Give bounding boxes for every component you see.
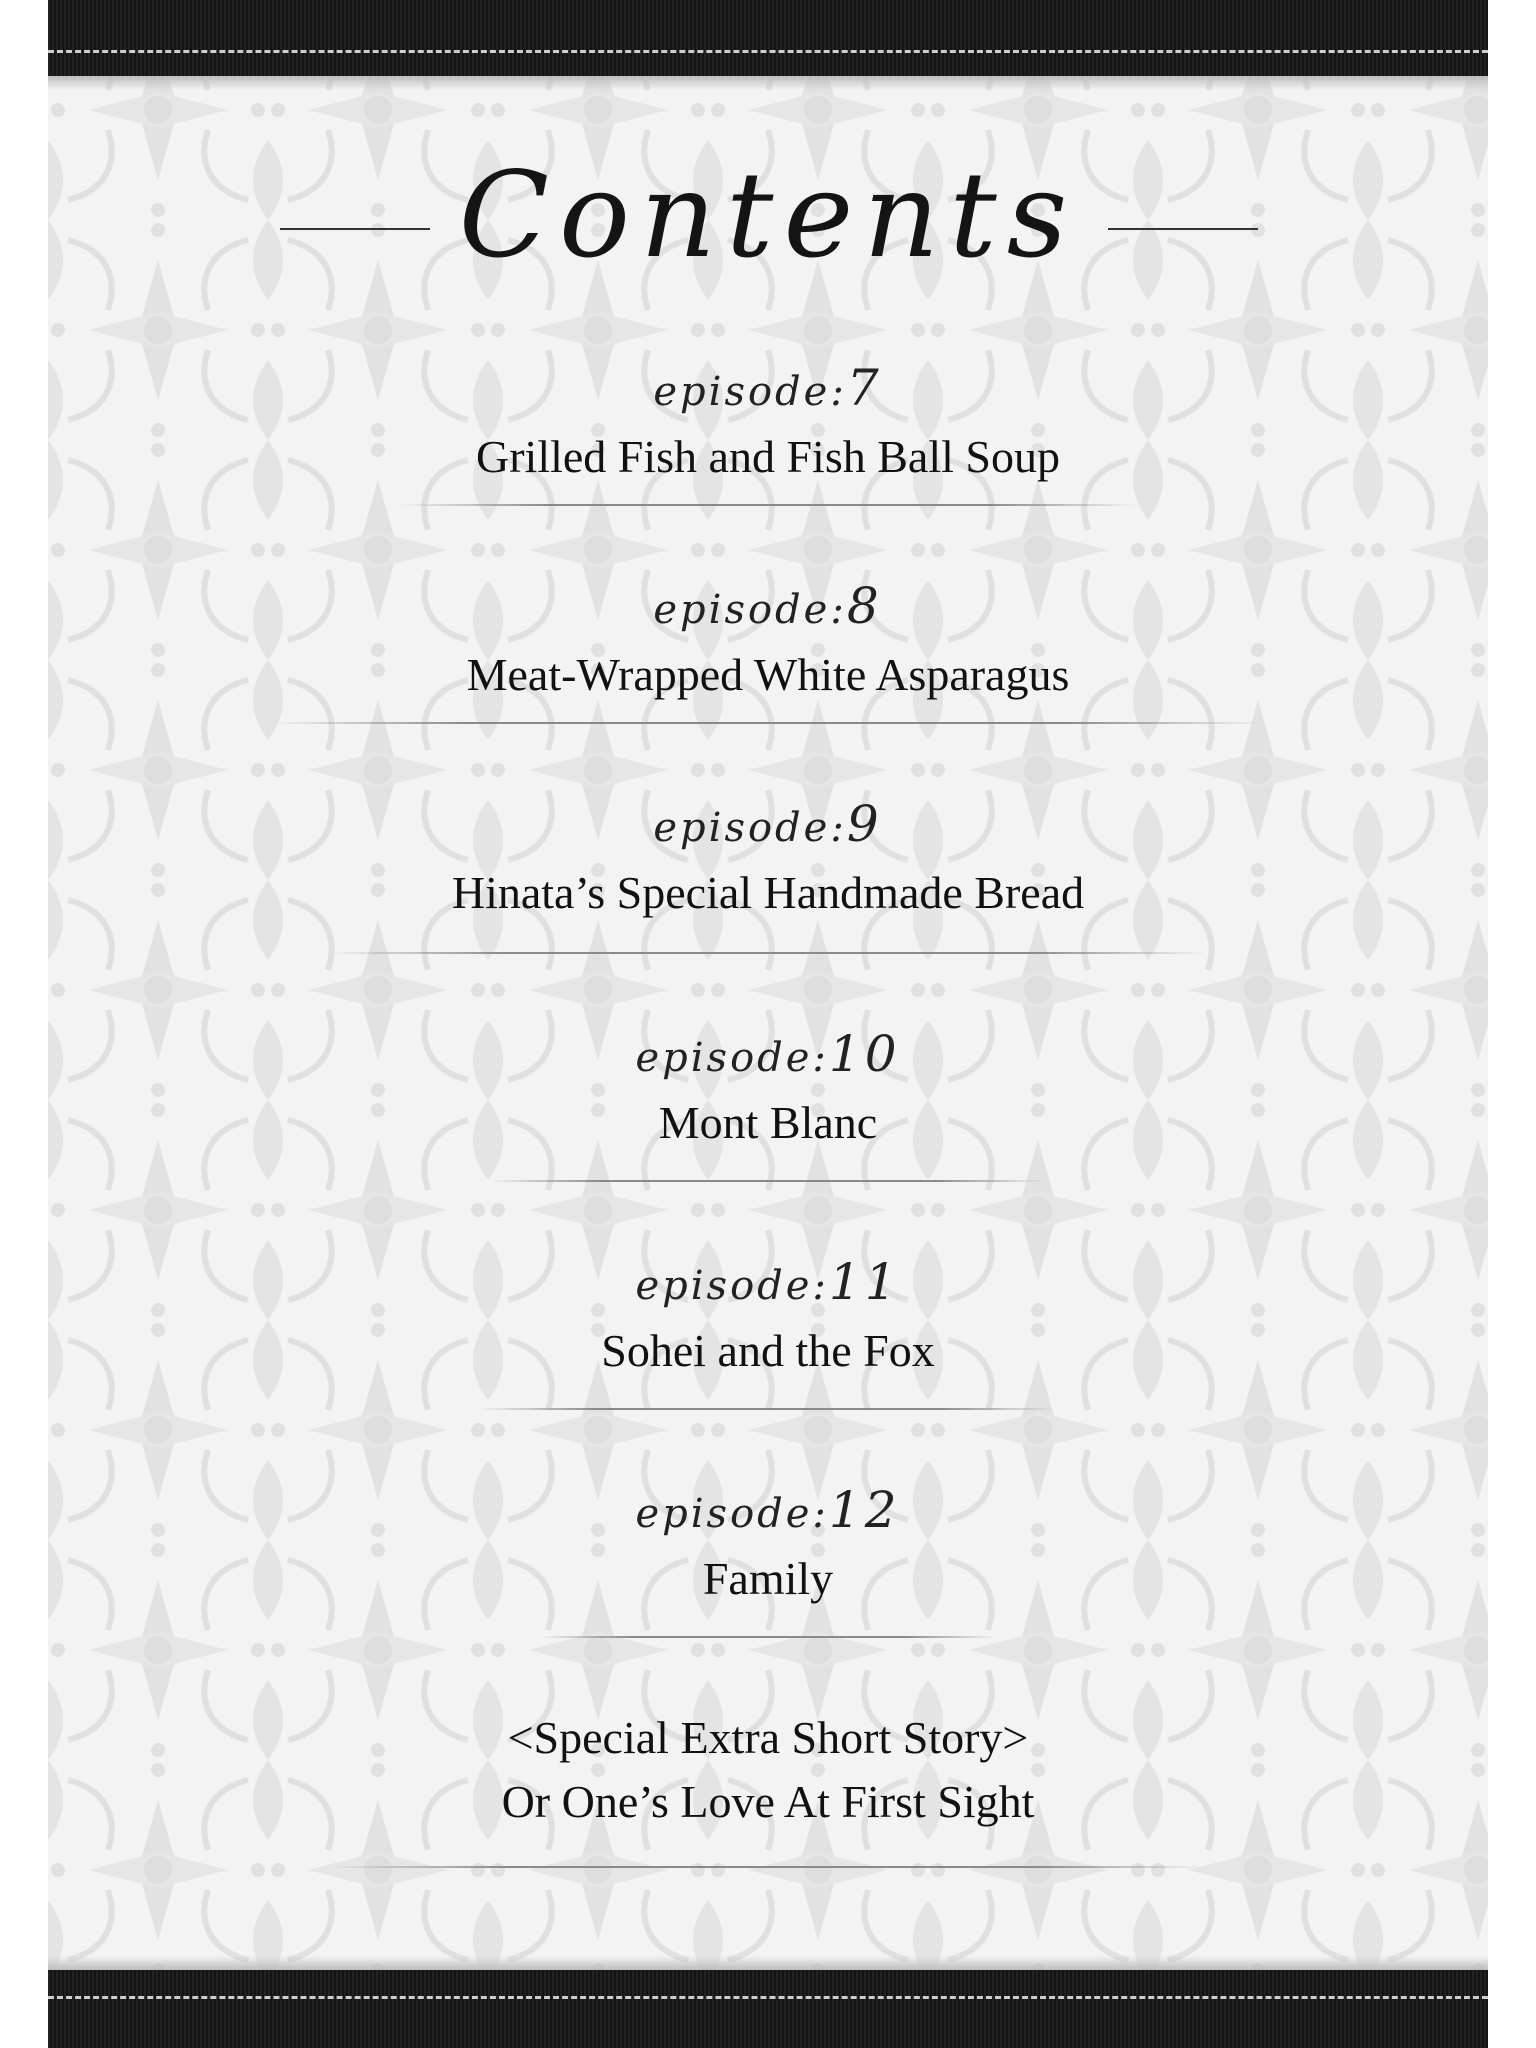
episode-number: 7 — [846, 359, 883, 417]
episode-label: episode:10 — [635, 1025, 901, 1083]
episode-entry-12 — [0, 1482, 1536, 1610]
episode-entry-7 — [0, 360, 1536, 488]
episode-entry-11 — [0, 1254, 1536, 1382]
episode-label: episode:8 — [653, 577, 883, 635]
top-band-shadow — [48, 76, 1488, 90]
episode-title: Family — [702, 1553, 834, 1604]
separator-line — [540, 1636, 996, 1638]
special-extra-story — [0, 1706, 1536, 1834]
episode-title: Hinata’s Special Handmade Bread — [451, 867, 1085, 918]
extra-story-heading: <Special Extra Short Story> — [507, 1712, 1029, 1763]
heading-block — [0, 140, 1536, 290]
separator-line — [330, 952, 1206, 954]
episode-title: Meat-Wrapped White Asparagus — [466, 649, 1070, 700]
separator-line — [330, 1866, 1206, 1868]
episode-title: Sohei and the Fox — [601, 1325, 935, 1376]
separator-line — [490, 1180, 1046, 1182]
episode-number: 9 — [846, 795, 883, 853]
episode-number: 11 — [828, 1253, 901, 1311]
episode-entry-10 — [0, 1026, 1536, 1154]
bottom-border-band — [48, 1970, 1488, 2048]
episode-title: Grilled Fish and Fish Ball Soup — [476, 431, 1060, 482]
episode-number: 10 — [828, 1025, 901, 1083]
top-border-band — [48, 0, 1488, 76]
separator-line — [480, 1408, 1056, 1410]
episode-label: episode:7 — [653, 359, 883, 417]
episode-label: episode:12 — [635, 1481, 901, 1539]
bottom-stitch-line — [48, 1996, 1488, 1999]
episode-label: episode:11 — [635, 1253, 901, 1311]
top-stitch-line — [48, 50, 1488, 53]
page-title: Contents — [458, 146, 1078, 284]
bottom-band-shadow — [48, 1956, 1488, 1970]
episode-number: 12 — [828, 1481, 901, 1539]
extra-story-title: Or One’s Love At First Sight — [501, 1776, 1035, 1827]
episode-number: 8 — [846, 577, 883, 635]
separator-line — [400, 504, 1136, 506]
episode-title: Mont Blanc — [658, 1097, 878, 1148]
heading-rule-right — [1108, 228, 1258, 230]
episode-entry-9 — [0, 796, 1536, 924]
episode-label: episode:9 — [653, 795, 883, 853]
episode-entry-8 — [0, 578, 1536, 706]
separator-line — [270, 722, 1266, 724]
